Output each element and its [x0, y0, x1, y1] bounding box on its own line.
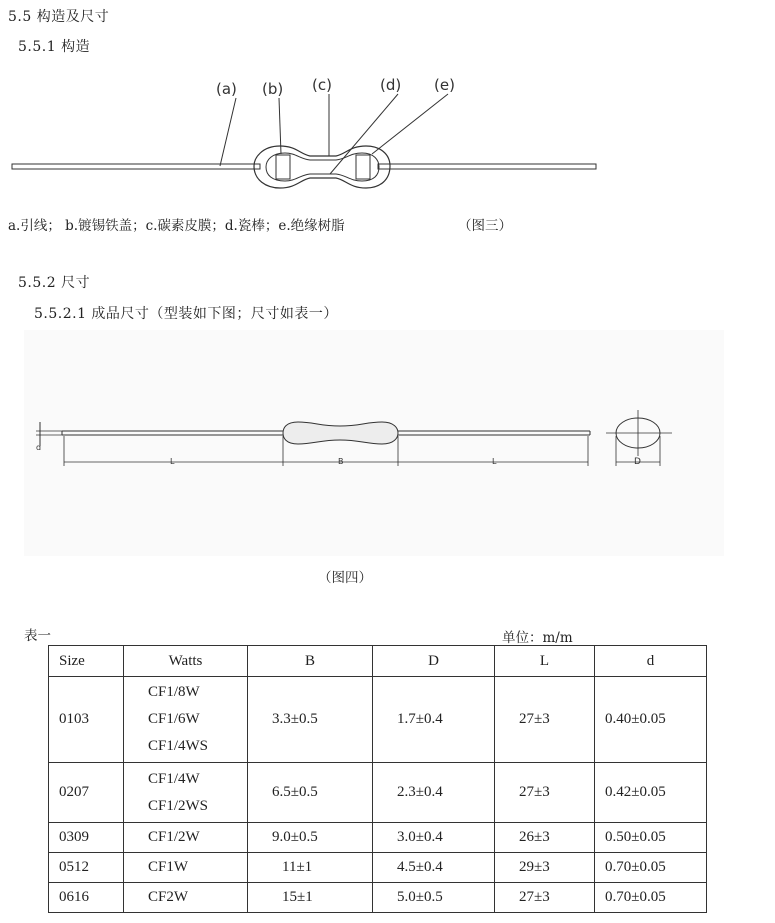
header-l: L [495, 646, 595, 677]
lead-wire-left [12, 164, 260, 169]
dim-label-l-left: L [170, 457, 175, 466]
leader-line-a [220, 98, 236, 166]
cell-watts [124, 677, 248, 763]
cell-l: 27±3 [495, 883, 595, 913]
leader-line-e [372, 94, 448, 154]
cell-watts [124, 763, 248, 823]
table-header-row [49, 646, 707, 677]
table-row [49, 763, 707, 823]
cell-d-upper: 2.3±0.4 [373, 763, 495, 823]
label-d: (d) [380, 76, 402, 94]
resistor-dimension-diagram [0, 400, 700, 480]
cell-size: 0103 [49, 677, 124, 763]
cell-d-lower: 0.42±0.05 [595, 763, 707, 823]
cell-d-upper: 3.0±0.4 [373, 823, 495, 853]
cell-b: 11±1 [248, 853, 373, 883]
table-row [49, 883, 707, 913]
cell-size: 0207 [49, 763, 124, 823]
lead-wire-right [378, 164, 596, 169]
subsection-finished-dimensions: 5.5.2.1 成品尺寸（型装如下图；尺寸如表一） [34, 306, 338, 322]
watts-model: CF1/4W [148, 770, 200, 787]
cell-watts: CF1W [124, 853, 248, 883]
cell-d-lower: 0.70±0.05 [595, 883, 707, 913]
leader-line-d [330, 94, 398, 174]
cell-d-lower: 0.70±0.05 [595, 853, 707, 883]
header-watts: Watts [124, 646, 248, 677]
subsection-dimensions: 5.5.2 尺寸 [18, 275, 91, 291]
cell-b: 3.3±0.5 [248, 677, 373, 763]
label-c: (c) [312, 76, 332, 94]
cell-b: 9.0±0.5 [248, 823, 373, 853]
cell-l: 29±3 [495, 853, 595, 883]
resistor-structure-diagram [0, 70, 620, 200]
end-cap-right [356, 155, 370, 179]
figure4-caption: （图四） [318, 570, 372, 586]
watts-model: CF1/2WS [148, 797, 209, 814]
cell-l: 27±3 [495, 763, 595, 823]
cell-watts: CF1/2W [124, 823, 248, 853]
watts-model: CF1/6W [148, 711, 200, 727]
header-size: Size [49, 646, 124, 677]
cell-d-upper: 5.0±0.5 [373, 883, 495, 913]
dim-label-d: d [36, 443, 42, 452]
resistor-body [283, 422, 398, 444]
cell-d-upper: 4.5±0.4 [373, 853, 495, 883]
dimension-table [48, 645, 707, 913]
watts-model: CF1/4WS [148, 738, 209, 754]
table-row [49, 853, 707, 883]
table-caption: 表一 [24, 628, 51, 644]
cell-d-upper: 1.7±0.4 [373, 677, 495, 763]
label-b: (b) [262, 80, 284, 98]
cell-b: 15±1 [248, 883, 373, 913]
end-cap-left [276, 155, 290, 179]
header-d-upper: D [373, 646, 495, 677]
dim-label-diameter: D [634, 457, 641, 467]
cell-size: 0309 [49, 823, 124, 853]
table-unit: 单位：m/m [502, 630, 573, 646]
figure3-caption: （图三） [458, 218, 512, 234]
cell-l: 26±3 [495, 823, 595, 853]
header-d-lower: d [595, 646, 707, 677]
table-row [49, 677, 707, 763]
cell-b: 6.5±0.5 [248, 763, 373, 823]
dim-label-l-right: L [492, 457, 497, 466]
subsection-structure: 5.5.1 构造 [18, 39, 91, 55]
table-row [49, 823, 707, 853]
cell-size: 0616 [49, 883, 124, 913]
cell-l: 27±3 [495, 677, 595, 763]
dim-label-b: B [338, 457, 344, 466]
structure-legend: a.引线； b.镀锡铁盖；c.碳素皮膜；d.瓷棒；e.绝缘树脂 [8, 218, 345, 234]
section-title: 5.5 构造及尺寸 [8, 9, 110, 25]
cell-d-lower: 0.40±0.05 [595, 677, 707, 763]
header-b: B [248, 646, 373, 677]
watts-model: CF1/8W [148, 684, 200, 700]
label-a: (a) [216, 80, 237, 98]
cell-d-lower: 0.50±0.05 [595, 823, 707, 853]
label-e: (e) [434, 76, 455, 94]
cell-size: 0512 [49, 853, 124, 883]
cell-watts: CF2W [124, 883, 248, 913]
ceramic-core [266, 153, 379, 181]
